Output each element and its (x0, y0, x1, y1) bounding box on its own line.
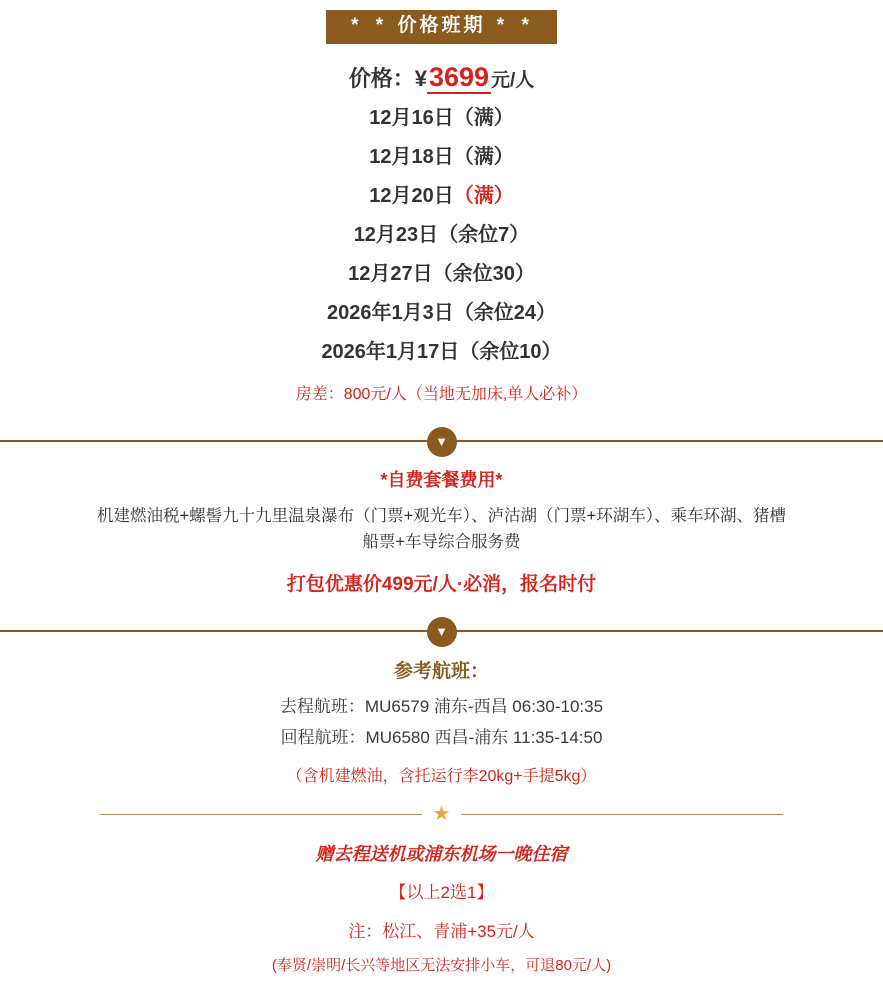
asterisk-icon: * (351, 15, 362, 36)
list-item (0, 222, 883, 249)
departure-date: 12月18日 (369, 145, 454, 168)
price-label: 价格：¥ (348, 65, 427, 91)
divider-rule-left (100, 814, 422, 815)
star-divider (0, 800, 883, 828)
price-banner (326, 10, 557, 44)
departure-date: 12月16日 (369, 106, 454, 129)
list-item (0, 105, 883, 132)
flights-title: 参考航班： (393, 661, 489, 683)
departure-date: 12月27日 (348, 262, 433, 285)
departure-status: （满） (453, 145, 514, 168)
price-line (0, 62, 883, 93)
departure-date: 12月23日 (353, 223, 439, 246)
list-item (0, 339, 883, 366)
outbound-flight: 去程航班：MU6579 浦东-西昌 06:30-10:35 (279, 697, 604, 717)
price-unit: 元/人 (491, 69, 535, 91)
departure-status: （余位7） (438, 223, 530, 246)
package-body-line-1: 机建燃油税+螺髻九十九里温泉瀑布（门票+观光车）、泸沽湖（门票+环湖车）、乘车环湖、猪槽 (97, 507, 786, 526)
list-item (0, 300, 883, 327)
chevron-down-icon: ▼ (427, 427, 457, 457)
departure-status: （满） (453, 184, 514, 207)
divider-rule-right (461, 814, 783, 815)
section-divider (0, 614, 883, 648)
section-divider (0, 424, 883, 458)
flights-note: （含机建燃油，含托运行李20kg+手提5kg） (286, 767, 597, 785)
gift-surcharge-note: 注：松江、青浦+35元/人 (348, 921, 535, 941)
list-item (0, 261, 883, 288)
chevron-down-icon: ▼ (427, 617, 457, 647)
package-body-line-2: 船票+车导综合服务费 (362, 532, 521, 551)
room-difference-note: 房差：800元/人（当地无加床,单人必补） (295, 385, 588, 403)
gift-region-note: (奉贤/崇明/长兴等地区无法安排小车，可退80元/人) (271, 956, 612, 974)
asterisk-icon: * (496, 15, 508, 36)
package-price-note: 打包优惠价499元/人·必消，报名时付 (286, 574, 597, 596)
departure-list (0, 105, 883, 366)
price-banner-wrap (0, 0, 883, 44)
star-icon: ★ (432, 802, 451, 825)
asterisk-icon: * (375, 15, 387, 36)
package-title: *自费套餐费用* (380, 470, 503, 491)
list-item (0, 183, 883, 210)
departure-date: 2026年1月3日 (327, 301, 454, 324)
departure-status: （余位10） (459, 340, 562, 363)
price-amount: 3699 (428, 61, 490, 92)
asterisk-icon: * (521, 15, 532, 36)
list-item (0, 144, 883, 171)
departure-date: 12月20日 (369, 184, 454, 207)
gift-title: 赠去程送机或浦东机场一晚住宿 (315, 843, 568, 864)
departure-status: （满） (453, 106, 514, 129)
departure-date: 2026年1月17日 (321, 340, 460, 363)
gift-choose-note: 【以上2选1】 (389, 882, 494, 902)
departure-status: （余位30） (432, 262, 535, 285)
departure-status: （余位24） (453, 301, 556, 324)
inbound-flight: 回程航班：MU6580 西昌-浦东 11:35-14:50 (280, 728, 603, 748)
price-banner-title: 价格班期 (397, 15, 486, 36)
